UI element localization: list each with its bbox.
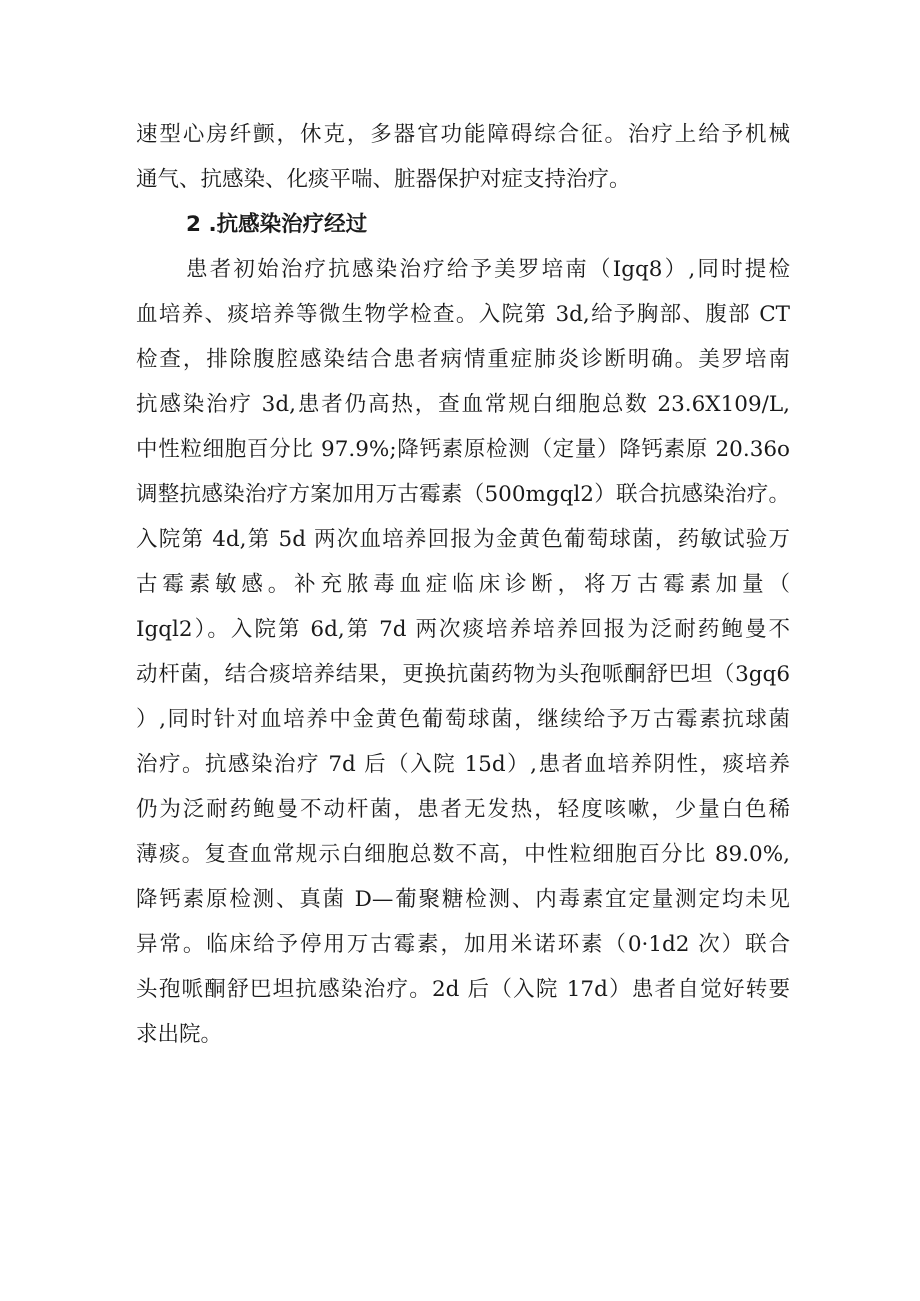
paragraph-line-13: 仍为泛耐药鲍曼不动杆菌，患者无发热，轻度咳嗽，少量白色稀	[136, 797, 790, 822]
paragraph-line-11: ）,同时针对血培养中金黄色葡萄球菌，继续给予万古霉素抗球菌	[136, 707, 790, 732]
paragraph-line-15: 降钙素原检测、真菌 D—葡聚糖检测、内毒素宜定量测定均未见	[136, 887, 790, 912]
paragraph-line-5: 中性粒细胞百分比 97.9%;降钙素原检测（定量）降钙素原 20.36o	[136, 437, 790, 462]
paragraph-line-16: 异常。临床给予停用万古霉素，加用米诺环素（0·1d2 次）联合	[136, 932, 790, 957]
paragraph-line-3: 检查，排除腹腔感染结合患者病情重症肺炎诊断明确。美罗培南	[136, 347, 790, 372]
intro-line-1: 速型心房纤颤，休克，多器官功能障碍综合征。治疗上给予机械	[136, 122, 790, 147]
paragraph-line-8: 古霉素敏感。补充脓毒血症临床诊断，将万古霉素加量（	[136, 572, 790, 597]
paragraph-line-7: 入院第 4d,第 5d 两次血培养回报为金黄色葡萄球菌，药敏试验万	[136, 527, 790, 552]
paragraph-line-4: 抗感染治疗 3d,患者仍高热，查血常规白细胞总数 23.6X109/L,	[136, 392, 790, 417]
section-heading: 2 .抗感染治疗经过	[186, 212, 368, 237]
document-body	[136, 112, 790, 1057]
paragraph-line-14: 薄痰。复查血常规示白细胞总数不高，中性粒细胞百分比 89.0%,	[136, 842, 790, 867]
paragraph-line-17: 头孢哌酮舒巴坦抗感染治疗。2d 后（入院 17d）患者自觉好转要	[136, 977, 790, 1002]
paragraph-line-10: 动杆菌，结合痰培养结果，更换抗菌药物为头孢哌酮舒巴坦（3gq6	[136, 662, 790, 687]
intro-line-2: 通气、抗感染、化痰平喘、脏器保护对症支持治疗。	[136, 167, 631, 192]
paragraph-line-18: 求出院。	[136, 1022, 223, 1047]
paragraph-line-1: 患者初始治疗抗感染治疗给予美罗培南（Igq8）,同时提检	[186, 257, 790, 282]
paragraph-line-2: 血培养、痰培养等微生物学检查。入院第 3d,给予胸部、腹部 CT	[136, 302, 790, 327]
paragraph-line-6: 调整抗感染治疗方案加用万古霉素（500mgql2）联合抗感染治疗。	[136, 482, 790, 507]
paragraph-line-9: Igql2）。入院第 6d,第 7d 两次痰培养培养回报为泛耐药鲍曼不	[136, 617, 790, 642]
paragraph-line-12: 治疗。抗感染治疗 7d 后（入院 15d）,患者血培养阴性，痰培养	[136, 752, 790, 777]
